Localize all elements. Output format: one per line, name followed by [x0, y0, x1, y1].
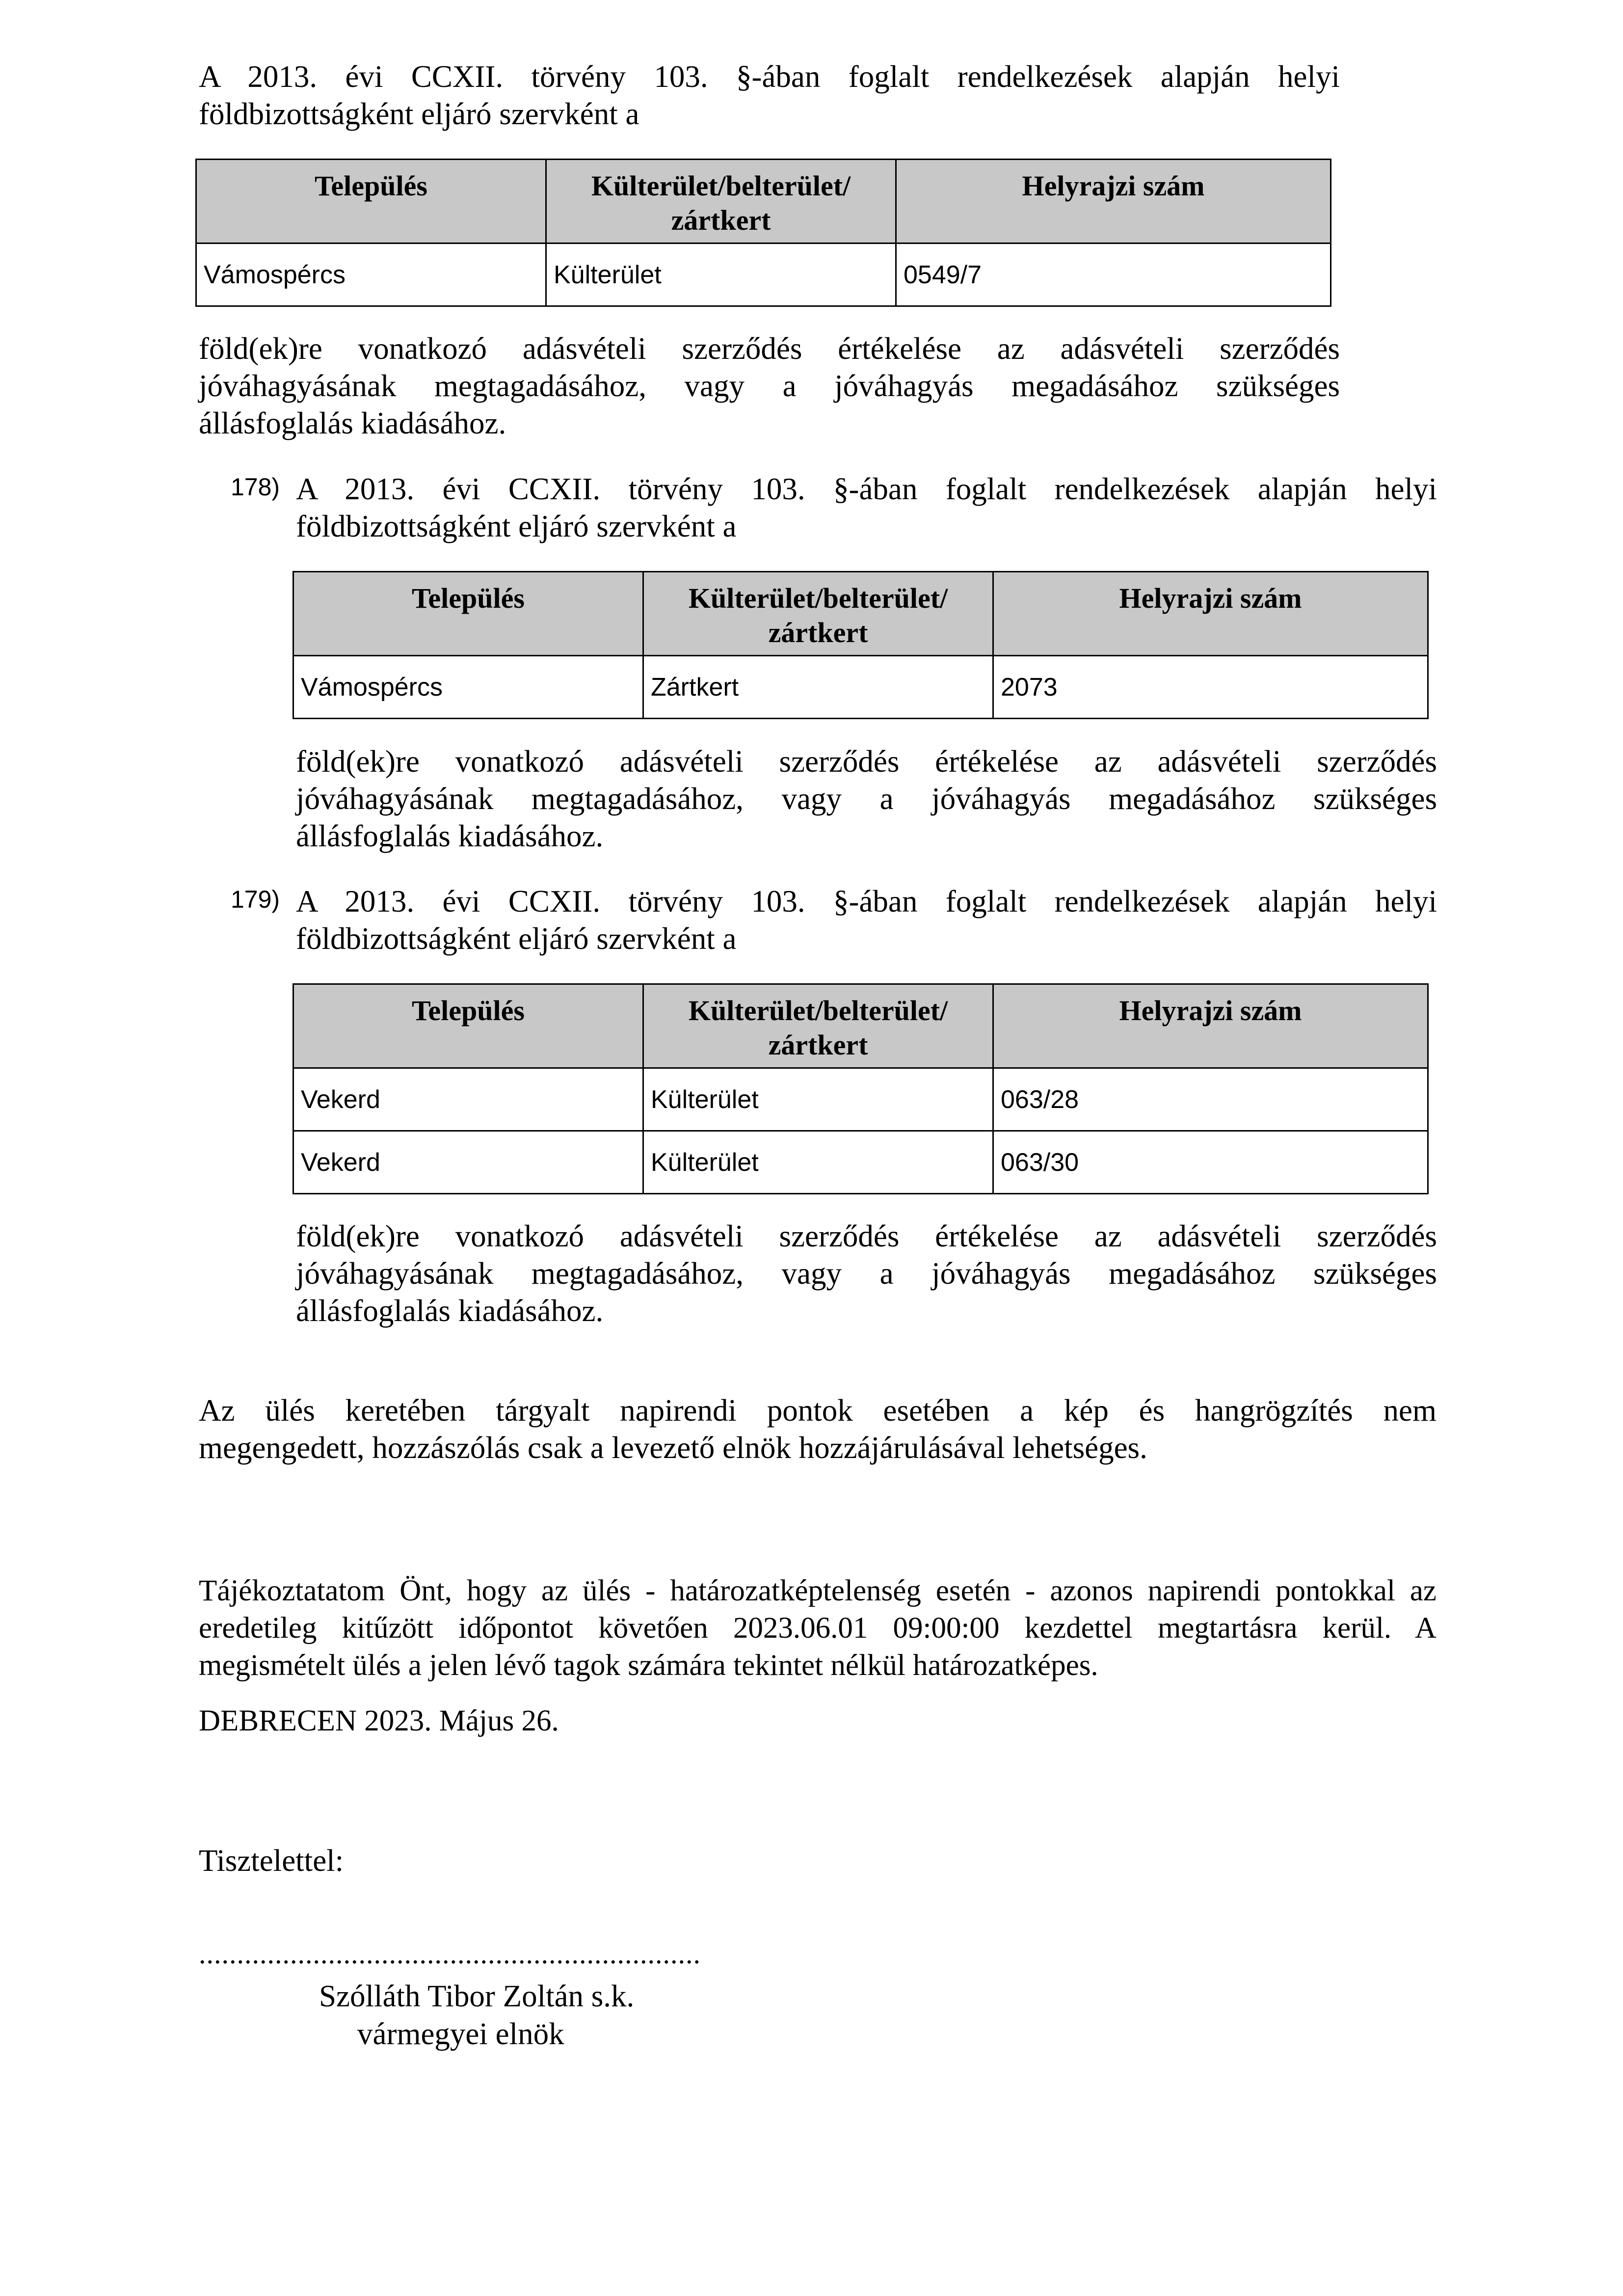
cell-hrsz: 063/30	[993, 1131, 1428, 1194]
cell-tipus: Külterület	[546, 243, 896, 306]
header-tipus: Külterület/belterület/ zártkert	[643, 984, 993, 1068]
intro-paragraph-1	[199, 58, 1340, 133]
cell-telepules: Vámospércs	[293, 656, 643, 719]
notice-paragraph	[199, 1392, 1437, 1466]
table-row	[293, 1131, 1428, 1194]
intro-line-1: A 2013. évi CCXII. törvény 103. §-ában foglalt rendelkezések alapján helyi	[199, 59, 1340, 94]
intro-paragraph-179	[296, 883, 1437, 957]
table-header-row	[293, 984, 1428, 1068]
notice-line-1: Az ülés keretében tárgyalt napirendi pontok esetében a kép és hangrögzítés nem	[199, 1393, 1437, 1428]
intro-line-1: A 2013. évi CCXII. törvény 103. §-ában foglalt rendelkezések alapján helyi	[296, 472, 1437, 506]
signer-title: vármegyei elnök	[357, 2017, 564, 2051]
header-hrsz: Helyrajzi szám	[993, 984, 1428, 1068]
cell-tipus: Külterület	[643, 1131, 993, 1194]
table-header-row	[293, 572, 1428, 656]
parcel-table-178	[293, 571, 1429, 719]
info-line-2: eredetileg kitűzött időpontot követően 2023.06.01 09:00:00 kezdettel megtartásra kerül. A	[199, 1612, 1437, 1645]
header-hrsz: Helyrajzi szám	[993, 572, 1428, 656]
cell-tipus: Zártkert	[643, 656, 993, 719]
item-number-179: 179)	[231, 886, 280, 913]
cell-tipus: Külterület	[643, 1068, 993, 1131]
intro-line-2: földbizottságként eljáró szervként a	[199, 97, 639, 131]
header-tipus: Külterület/belterület/ zártkert	[546, 160, 896, 243]
table-row	[293, 656, 1428, 719]
header-hrsz: Helyrajzi szám	[896, 160, 1331, 243]
cell-hrsz: 2073	[993, 656, 1428, 719]
outro-line-2: jóváhagyásának megtagadásához, vagy a jóváhagyás megadásához szükséges	[199, 369, 1340, 403]
header-telepules: Település	[293, 572, 643, 656]
parcel-table-1	[195, 159, 1331, 307]
intro-line-2: földbizottságként eljáró szervként a	[296, 509, 737, 543]
info-line-3: megismételt ülés a jelen lévő tagok számára tekintet nélkül határozatképes.	[199, 1649, 1098, 1682]
info-paragraph	[199, 1572, 1437, 1684]
cell-telepules: Vekerd	[293, 1131, 643, 1194]
outro-line-1: föld(ek)re vonatkozó adásvételi szerződés értékelése az adásvételi szerződés	[296, 744, 1437, 779]
info-line-1: Tájékoztatatom Önt, hogy az ülés - határozatképtelenség esetén - azonos napirendi pontokkal az	[199, 1574, 1437, 1607]
intro-line-1: A 2013. évi CCXII. törvény 103. §-ában foglalt rendelkezések alapján helyi	[296, 884, 1437, 918]
parcel-table-179	[293, 983, 1429, 1194]
notice-line-2: megengedett, hozzászólás csak a levezető elnök hozzájárulásával lehetséges.	[199, 1431, 1147, 1465]
cell-telepules: Vámospércs	[196, 243, 546, 306]
table-header-row	[196, 160, 1331, 243]
intro-paragraph-178	[296, 470, 1437, 545]
outro-line-1: föld(ek)re vonatkozó adásvételi szerződés értékelése az adásvételi szerződés	[199, 331, 1340, 366]
outro-line-3: állásfoglalás kiadásához.	[296, 819, 604, 853]
cell-telepules: Vekerd	[293, 1068, 643, 1131]
cell-hrsz: 0549/7	[896, 243, 1331, 306]
header-tipus: Külterület/belterület/ zártkert	[643, 572, 993, 656]
intro-line-2: földbizottságként eljáró szervként a	[296, 921, 737, 956]
table-row	[196, 243, 1331, 306]
outro-line-1: föld(ek)re vonatkozó adásvételi szerződés értékelése az adásvételi szerződés	[296, 1219, 1437, 1253]
table-row	[293, 1068, 1428, 1131]
signature-line: ..................................................................	[199, 1938, 701, 1970]
outro-paragraph-179	[296, 1217, 1437, 1329]
signer-name: Szólláth Tibor Zoltán s.k.	[319, 1979, 635, 2013]
outro-line-3: állásfoglalás kiadásához.	[296, 1294, 604, 1328]
cell-hrsz: 063/28	[993, 1068, 1428, 1131]
outro-line-2: jóváhagyásának megtagadásához, vagy a jóváhagyás megadásához szükséges	[296, 1256, 1437, 1291]
greeting: Tisztelettel:	[199, 1843, 344, 1878]
outro-line-3: állásfoglalás kiadásához.	[199, 406, 506, 440]
place-date: DEBRECEN 2023. Május 26.	[199, 1704, 559, 1737]
outro-paragraph-1	[199, 330, 1340, 442]
outro-line-2: jóváhagyásának megtagadásához, vagy a jóváhagyás megadásához szükséges	[296, 782, 1437, 816]
header-telepules: Település	[293, 984, 643, 1068]
outro-paragraph-178	[296, 743, 1437, 855]
header-telepules: Település	[196, 160, 546, 243]
item-number-178: 178)	[231, 473, 280, 501]
